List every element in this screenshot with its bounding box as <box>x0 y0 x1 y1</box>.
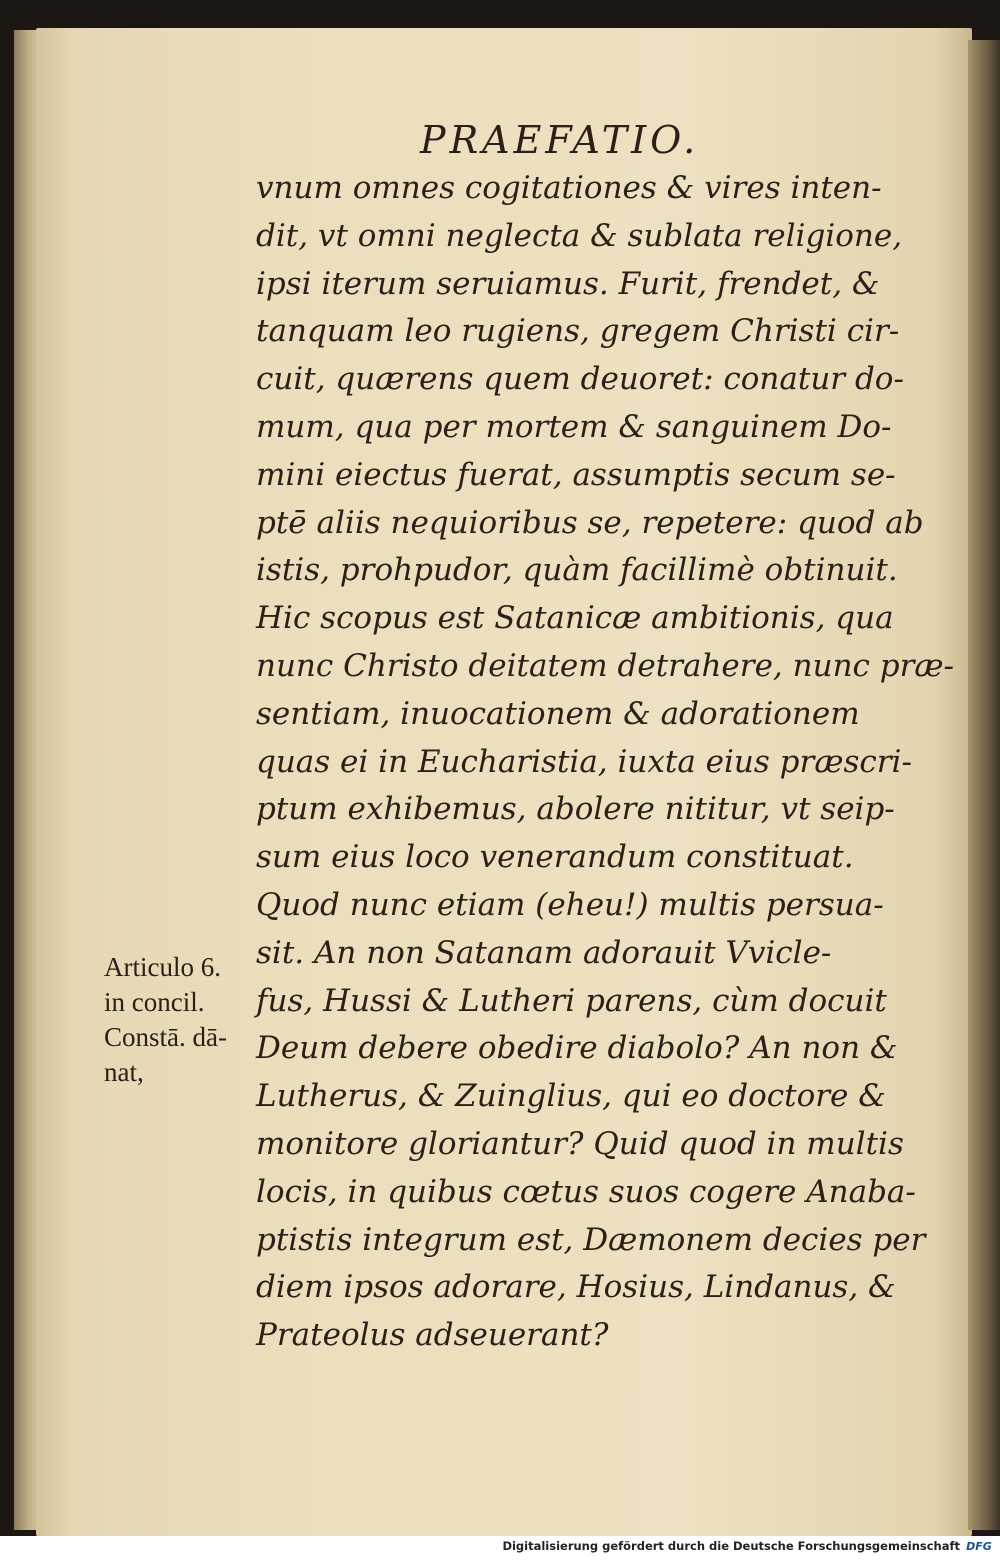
text-line: Hic scopus est Satanicæ ambitionis, qua <box>256 600 894 637</box>
text-line: ptē aliis nequioribus se, repetere: quod ab <box>256 504 924 541</box>
page-edge-right <box>968 40 1000 1530</box>
text-line: fus, Hussi & Lutheri parens, cùm docuit <box>256 982 887 1019</box>
marginal-note <box>104 950 254 1090</box>
text-line: sentiam, inuocationem & adorationem <box>256 695 860 732</box>
text-line: Prateolus adseuerant? <box>256 1317 609 1354</box>
text-line: Quod nunc etiam (eheu!) multis persua- <box>256 886 884 923</box>
text-line: diem ipsos adorare, Hosius, Lindanus, & <box>256 1269 896 1306</box>
text-line: Deum debere obedire diabolo? An non & <box>256 1030 898 1067</box>
margin-note-line: Constā. dā- <box>104 1022 227 1052</box>
text-line: sum eius loco venerandum constituat. <box>256 839 854 876</box>
text-line: ptum exhibemus, abolere nititur, vt seip- <box>256 791 895 828</box>
text-line: mum, qua per mortem & sanguinem Do- <box>256 408 892 445</box>
text-line: tanquam leo rugiens, gregem Christi cir- <box>256 313 900 350</box>
text-line: monitore gloriantur? Quid quod in multis <box>256 1125 904 1162</box>
margin-note-line: nat, <box>104 1057 144 1087</box>
text-line: Lutherus, & Zuinglius, qui eo doctore & <box>256 1078 886 1115</box>
text-line: mini eiectus fuerat, assumptis secum se- <box>256 456 896 493</box>
margin-note-line: Articulo 6. <box>104 952 221 982</box>
text-line: ipsi iterum seruiamus. Furit, frendet, & <box>256 265 880 302</box>
text-line: sit. An non Satanam adorauit Vvicle- <box>256 934 832 971</box>
text-line: dit, vt omni neglecta & sublata religione, <box>256 217 903 254</box>
text-line: quas ei in Eucharistia, iuxta eius præscri- <box>256 743 912 780</box>
text-line: cuit, quærens quem deuoret: conatur do- <box>256 361 904 398</box>
funding-credit: Digitalisierung gefördert durch die Deutsche Forschungsgemeinschaft <box>502 1539 960 1553</box>
body-text <box>256 165 955 1360</box>
text-line: ptistis integrum est, Dæmonem decies per <box>256 1221 926 1258</box>
text-line: istis, prohpudor, quàm facillimè obtinuit. <box>256 552 898 589</box>
text-line: locis, in quibus cœtus suos cogere Anaba- <box>256 1173 916 1210</box>
text-line: nunc Christo deitatem detrahere, nunc præ- <box>256 647 955 684</box>
dfg-logo-icon: DFG <box>966 1540 992 1553</box>
text-line: vnum omnes cogitationes & vires inten- <box>256 170 882 206</box>
running-header: PRAEFATIO. <box>420 118 700 162</box>
margin-note-line: in concil. <box>104 987 205 1017</box>
